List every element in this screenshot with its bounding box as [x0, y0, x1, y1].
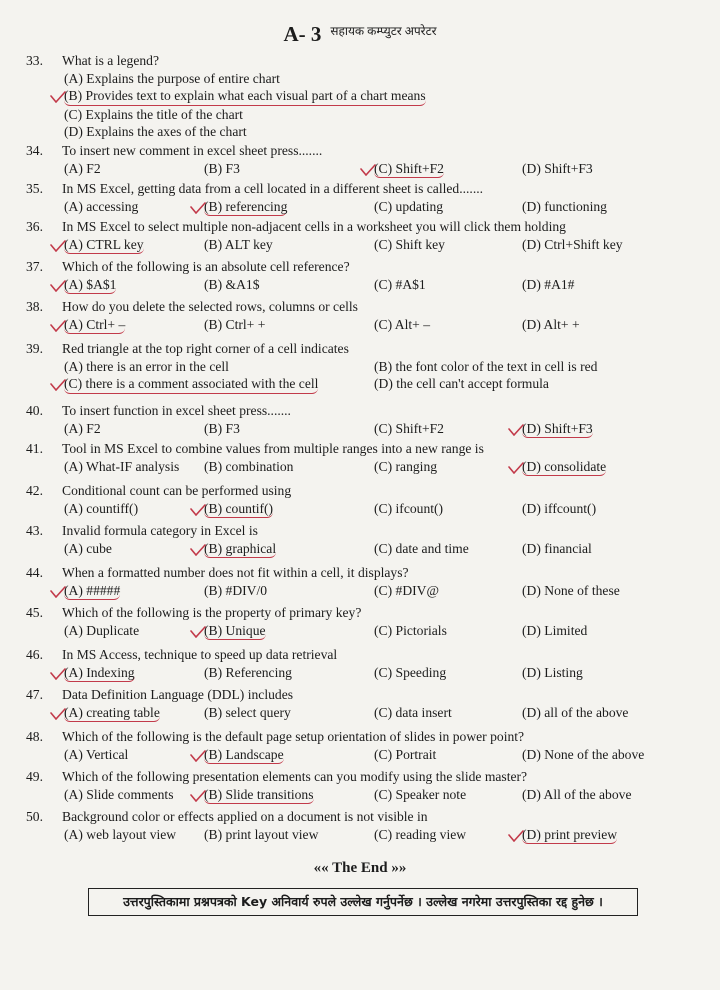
page-header — [0, 22, 720, 47]
question-text: In MS Excel to select multiple non-adjacent cells in a worksheet you will click them holding — [62, 219, 566, 234]
question-41 — [26, 440, 694, 475]
question-number: 36. — [26, 219, 43, 234]
option-b — [204, 500, 273, 519]
option-text: (D) Alt+ + — [522, 316, 580, 332]
post-title: सहायक कम्प्युटर अपरेटर — [330, 24, 437, 38]
option-b — [204, 540, 276, 559]
options-row — [64, 500, 694, 518]
question-number: 42. — [26, 483, 43, 498]
option-text: (B) Ctrl+ + — [204, 316, 266, 332]
question-45 — [26, 604, 694, 639]
option-a — [64, 786, 174, 804]
option-text: (A) Ctrl+ – — [64, 316, 125, 335]
check-mark-icon — [50, 280, 66, 292]
option-a — [64, 622, 139, 640]
question-text: When a formatted number does not fit within a cell, it displays? — [62, 565, 409, 580]
option-text: (C) #DIV@ — [374, 582, 439, 598]
option-a — [64, 458, 179, 476]
option-text: (C) Speaker note — [374, 786, 467, 802]
option-b — [204, 458, 293, 476]
check-mark-icon — [190, 202, 206, 214]
option-text: (A) F2 — [64, 420, 101, 436]
option-a — [64, 826, 176, 844]
option-text: (A) Indexing — [64, 664, 135, 683]
options-row — [64, 358, 694, 376]
check-mark-icon — [360, 164, 376, 176]
check-mark-icon — [190, 626, 206, 638]
question-38 — [26, 298, 694, 333]
question-34 — [26, 142, 694, 177]
check-mark-icon — [190, 750, 206, 762]
option-text: (D) Shift+F3 — [522, 160, 593, 176]
option-c — [374, 704, 452, 722]
question-46 — [26, 646, 694, 681]
option-text: (A) cube — [64, 540, 112, 556]
question-text: Conditional count can be performed using — [62, 483, 292, 498]
option-c — [374, 316, 430, 334]
option-text: (C) data insert — [374, 704, 452, 720]
options-row — [64, 316, 694, 334]
options-row — [64, 420, 694, 438]
option-text: (A) Slide comments — [64, 786, 174, 802]
option-a — [64, 746, 128, 764]
options-row — [64, 375, 694, 393]
option-b — [204, 198, 287, 217]
option-b — [204, 746, 284, 765]
option-text: (D) consolidate — [522, 458, 606, 477]
option-text: (C) Alt+ – — [374, 316, 431, 332]
option-text: (D) Limited — [522, 622, 588, 638]
option-text: (A) accessing — [64, 198, 139, 214]
question-number: 34. — [26, 143, 43, 158]
question-40 — [26, 402, 694, 437]
option-b — [204, 664, 292, 682]
option-c — [374, 276, 426, 294]
check-mark-icon — [508, 830, 524, 842]
option-text: (B) graphical — [204, 540, 276, 559]
option-a — [64, 160, 101, 178]
option-c — [374, 664, 446, 682]
option-text: (D) the cell can't accept formula — [374, 376, 549, 391]
option-a — [64, 198, 138, 216]
question-number: 47. — [26, 687, 43, 702]
option-text: (B) &A1$ — [204, 276, 260, 292]
option-c — [64, 106, 694, 124]
option-text: (B) Provides text to explain what each visual part of a chart means — [64, 87, 426, 106]
options-row — [64, 236, 694, 254]
question-number: 37. — [26, 259, 43, 274]
check-mark-icon — [190, 544, 206, 556]
option-b — [204, 786, 314, 805]
option-text: (B) the font color of the text in cell is red — [374, 358, 598, 374]
check-mark-icon — [50, 586, 66, 598]
option-b — [204, 160, 240, 178]
question-44 — [26, 564, 694, 599]
options-row — [64, 540, 694, 558]
option-b — [204, 704, 291, 722]
option-text: (D) Ctrl+Shift key — [522, 236, 623, 252]
option-d — [522, 160, 593, 178]
option-d — [522, 664, 583, 682]
option-c — [374, 198, 443, 216]
option-a — [64, 582, 120, 601]
option-a — [64, 540, 112, 558]
option-text: (D) Listing — [522, 664, 583, 680]
question-text: Background color or effects applied on a document is not visible in — [62, 809, 428, 824]
question-text: Which of the following is the property of primary key? — [62, 605, 362, 620]
question-text: Tool in MS Excel to combine values from multiple ranges into a new range is — [62, 441, 484, 456]
question-text: To insert new comment in excel sheet press....... — [62, 143, 323, 158]
option-text: (D) Shift+F3 — [522, 420, 593, 439]
option-a — [64, 420, 101, 438]
question-39 — [26, 340, 694, 393]
question-text: Which of the following is the default page setup orientation of slides in power point? — [62, 729, 525, 744]
option-text: (B) Unique — [204, 622, 266, 641]
question-49 — [26, 768, 694, 803]
option-text: (B) print layout view — [204, 826, 319, 842]
options-row — [64, 704, 694, 722]
option-text: (C) Speeding — [374, 664, 447, 680]
option-text: (A) ##### — [64, 582, 120, 601]
check-mark-icon — [508, 462, 524, 474]
check-mark-icon — [50, 708, 66, 720]
option-text: (A) $A$1 — [64, 276, 116, 295]
option-text: (C) Shift+F2 — [374, 420, 444, 436]
check-mark-icon — [50, 240, 66, 252]
option-text: (A) countiff() — [64, 500, 139, 516]
question-number: 35. — [26, 181, 43, 196]
option-text: (D) None of the above — [522, 746, 645, 762]
check-mark-icon — [190, 504, 206, 516]
option-d — [64, 123, 694, 141]
check-mark-icon — [190, 790, 206, 802]
check-mark-icon — [50, 320, 66, 332]
question-number: 33. — [26, 53, 43, 68]
question-number: 46. — [26, 647, 43, 662]
question-text: Data Definition Language (DDL) includes — [62, 687, 294, 702]
option-c — [374, 786, 466, 804]
option-text: (C) Pictorials — [374, 622, 447, 638]
option-text: (C) Shift+F2 — [374, 160, 444, 179]
option-text: (A) there is an error in the cell — [64, 358, 229, 374]
option-text: (A) CTRL key — [64, 236, 144, 255]
option-a — [64, 704, 160, 723]
option-b — [204, 420, 240, 438]
question-number: 45. — [26, 605, 43, 620]
option-d — [522, 746, 644, 764]
question-number: 41. — [26, 441, 43, 456]
option-c — [374, 540, 469, 558]
instruction-box — [88, 888, 638, 916]
option-text: (C) updating — [374, 198, 444, 214]
option-c — [374, 160, 444, 179]
option-text: (A) Duplicate — [64, 622, 140, 638]
question-text: Red triangle at the top right corner of a cell indicates — [62, 341, 349, 356]
question-number: 49. — [26, 769, 43, 784]
option-text: (C) Explains the title of the chart — [64, 106, 243, 122]
option-a — [64, 236, 144, 255]
option-b — [204, 316, 265, 334]
question-36 — [26, 218, 694, 253]
instruction-text: उत्तरपुस्तिकामा प्रश्नपत्रको Key अनिवार्य रुपले उल्लेख गर्नुपर्नेछ । उल्लेख नगरेमा उत्तरपुस्तिका रद्द हुनेछ । — [123, 894, 603, 909]
question-number: 40. — [26, 403, 43, 418]
option-c — [374, 826, 466, 844]
option-d — [522, 826, 617, 845]
question-35 — [26, 180, 694, 215]
option-text: (D) #A1# — [522, 276, 575, 292]
option-text: (C) #A$1 — [374, 276, 426, 292]
option-text: (B) F3 — [204, 420, 240, 436]
option-a — [64, 70, 694, 88]
options-row — [64, 664, 694, 682]
question-48 — [26, 728, 694, 763]
option-a — [64, 500, 138, 518]
option-text: (C) there is a comment associated with the cell — [64, 375, 318, 394]
option-a — [64, 664, 135, 683]
question-text: In MS Excel, getting data from a cell located in a different sheet is called....... — [62, 181, 484, 196]
option-text: (D) functioning — [522, 198, 607, 214]
option-d — [522, 316, 580, 334]
option-text: (B) combination — [204, 458, 294, 474]
option-d — [522, 500, 596, 518]
option-text: (B) #DIV/0 — [204, 582, 268, 598]
check-mark-icon — [50, 379, 66, 391]
option-a — [64, 276, 116, 295]
question-47 — [26, 686, 694, 721]
question-text: Which of the following presentation elements can you modify using the slide master? — [62, 769, 528, 784]
option-b — [204, 582, 267, 600]
options-row — [64, 826, 694, 844]
check-mark-icon — [508, 424, 524, 436]
option-text: (C) Shift key — [374, 236, 445, 252]
question-number: 39. — [26, 341, 43, 356]
option-text: (B) select query — [204, 704, 291, 720]
option-text: (C) ranging — [374, 458, 438, 474]
option-d — [522, 786, 631, 804]
option-text: (B) referencing — [204, 198, 287, 217]
options-row — [64, 276, 694, 294]
option-d — [522, 540, 592, 558]
question-43 — [26, 522, 694, 557]
question-text: Which of the following is an absolute cell reference? — [62, 259, 350, 274]
option-c — [64, 375, 318, 394]
option-d — [522, 276, 574, 294]
option-text: (B) Slide transitions — [204, 786, 314, 805]
question-number: 48. — [26, 729, 43, 744]
option-c — [374, 458, 437, 476]
option-d — [522, 622, 587, 640]
option-text: (B) F3 — [204, 160, 240, 176]
option-text: (A) What-IF analysis — [64, 458, 180, 474]
question-text: In MS Access, technique to speed up data retrieval — [62, 647, 338, 662]
question-37 — [26, 258, 694, 293]
option-c — [374, 582, 439, 600]
option-text: (D) All of the above — [522, 786, 632, 802]
option-text: (A) web layout view — [64, 826, 177, 842]
option-text: (D) None of these — [522, 582, 620, 598]
option-text: (C) ifcount() — [374, 500, 444, 516]
option-d — [522, 704, 628, 722]
option-c — [374, 746, 436, 764]
end-marker: «« The End »» — [313, 860, 407, 876]
option-text: (B) ALT key — [204, 236, 273, 252]
question-number: 43. — [26, 523, 43, 538]
option-d — [374, 375, 549, 393]
option-text: (D) financial — [522, 540, 592, 556]
option-a — [64, 358, 229, 376]
question-33 — [26, 52, 694, 141]
option-text: (D) print preview — [522, 826, 617, 845]
option-d — [522, 458, 606, 477]
set-code: A- 3 — [283, 22, 322, 46]
question-text: What is a legend? — [62, 53, 160, 68]
options-row — [64, 198, 694, 216]
option-a — [64, 316, 125, 335]
check-mark-icon — [50, 668, 66, 680]
options-row — [64, 786, 694, 804]
option-text: (A) F2 — [64, 160, 101, 176]
question-number: 38. — [26, 299, 43, 314]
options-row — [64, 458, 694, 476]
options-row — [64, 160, 694, 178]
options — [64, 70, 694, 141]
option-b — [204, 276, 260, 294]
option-d — [522, 198, 607, 216]
option-c — [374, 236, 445, 254]
option-text: (D) all of the above — [522, 704, 629, 720]
question-text: To insert function in excel sheet press....... — [62, 403, 291, 418]
option-text: (B) Referencing — [204, 664, 292, 680]
question-text: Invalid formula category in Excel is — [62, 523, 258, 538]
option-text: (C) Portrait — [374, 746, 437, 762]
option-b — [204, 622, 266, 641]
option-text: (C) reading view — [374, 826, 467, 842]
question-number: 44. — [26, 565, 43, 580]
option-text: (D) Explains the axes of the chart — [64, 124, 247, 139]
option-text: (C) date and time — [374, 540, 469, 556]
option-c — [374, 500, 443, 518]
option-text: (A) creating table — [64, 704, 160, 723]
option-b — [374, 358, 597, 376]
option-text: (A) Vertical — [64, 746, 129, 762]
question-42 — [26, 482, 694, 517]
option-text: (B) countif() — [204, 500, 273, 519]
options-row — [64, 582, 694, 600]
option-d — [522, 236, 623, 254]
option-d — [522, 582, 620, 600]
option-b — [204, 826, 318, 844]
question-50 — [26, 808, 694, 843]
option-text: (B) Landscape — [204, 746, 284, 765]
options-row — [64, 746, 694, 764]
option-b — [204, 236, 273, 254]
option-d — [522, 420, 593, 439]
option-c — [374, 622, 447, 640]
option-c — [374, 420, 444, 438]
option-text: (A) Explains the purpose of entire chart — [64, 70, 280, 86]
options-row — [64, 622, 694, 640]
check-mark-icon — [50, 91, 66, 103]
option-b — [64, 87, 694, 106]
question-number: 50. — [26, 809, 43, 824]
option-text: (D) iffcount() — [522, 500, 597, 516]
question-text: How do you delete the selected rows, columns or cells — [62, 299, 358, 314]
